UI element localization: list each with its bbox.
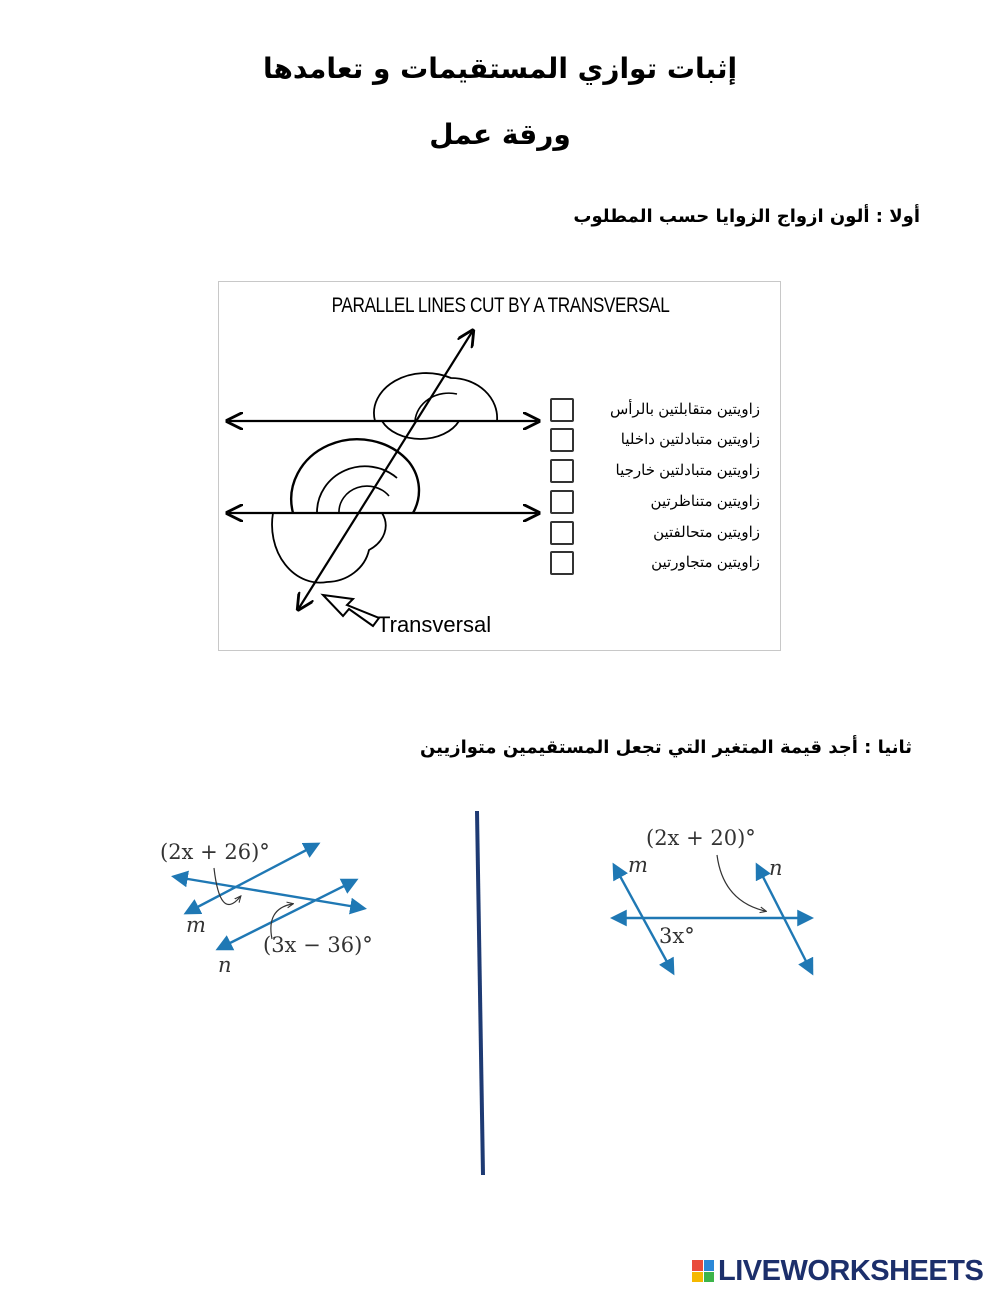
angle-arc-top-inner	[415, 393, 457, 421]
checkbox-corresponding[interactable]	[550, 490, 574, 514]
angle-arc-bottom-lower	[272, 513, 386, 583]
page-title: إثبات توازي المستقيمات و تعامدها	[262, 52, 738, 85]
right-angle1-pointer	[717, 855, 765, 911]
option-alternate-exterior	[550, 459, 770, 483]
option-label: زاويتين متناظرتين	[650, 493, 760, 510]
option-label: زاويتين متجاورتين	[651, 554, 760, 571]
option-label: زاويتين متبادلتين داخليا	[620, 431, 760, 448]
option-corresponding	[550, 490, 770, 514]
transversal-pointer-arrow	[323, 595, 379, 626]
angle-arc-bottom-outer	[291, 439, 419, 513]
checkbox-vertical-angles[interactable]	[550, 398, 574, 422]
right-line-n-label: n	[769, 856, 783, 880]
liveworksheets-logo[interactable]	[692, 1256, 983, 1286]
left-line-n-label: n	[218, 953, 232, 977]
checkbox-adjacent[interactable]	[550, 551, 574, 575]
transversal-figure	[218, 281, 781, 651]
left-angle1-label: (2x + 26)°	[160, 840, 270, 864]
option-adjacent	[550, 551, 770, 575]
angle-arc-top-upper	[374, 373, 497, 421]
problem-divider	[474, 811, 486, 1177]
option-alternate-interior	[550, 428, 770, 452]
angle-arc-bottom-mid	[317, 466, 397, 513]
right-angle1-label: (2x + 20)°	[646, 826, 756, 850]
angle-arc-bottom-inner	[339, 486, 389, 513]
right-line-m-label: m	[628, 853, 648, 877]
checkbox-consecutive-interior[interactable]	[550, 521, 574, 545]
logo-text: LIVEWORKSHEETS	[718, 1254, 984, 1287]
option-label: زاويتين متبادلتين خارجيا	[615, 462, 760, 479]
transversal-label: Transversal	[377, 612, 492, 637]
checkbox-alternate-exterior[interactable]	[550, 459, 574, 483]
angle-arc-top-lower	[382, 421, 459, 439]
option-label: زاويتين متحالفتين	[653, 524, 760, 541]
section1-heading: أولا : ألون ازواج الزوايا حسب المطلوب	[573, 206, 920, 227]
option-label: زاويتين متقابلتين بالرأس	[609, 401, 760, 418]
figure-title: PARALLEL LINES CUT BY A TRANSVERSAL	[331, 294, 670, 317]
page-subtitle: ورقة عمل	[429, 118, 571, 151]
left-line-m-label: m	[186, 913, 206, 937]
liveworksheets-logo-icon	[692, 1260, 714, 1282]
right-angle2-label: 3x°	[659, 924, 695, 948]
checkbox-alternate-interior[interactable]	[550, 428, 574, 452]
section2-heading: ثانيا : أجد قيمة المتغير التي تجعل المستقيمين متوازيين	[419, 737, 912, 758]
option-vertical-angles	[550, 398, 770, 422]
option-consecutive-interior	[550, 521, 770, 545]
left-angle2-label: (3x − 36)°	[263, 933, 373, 957]
